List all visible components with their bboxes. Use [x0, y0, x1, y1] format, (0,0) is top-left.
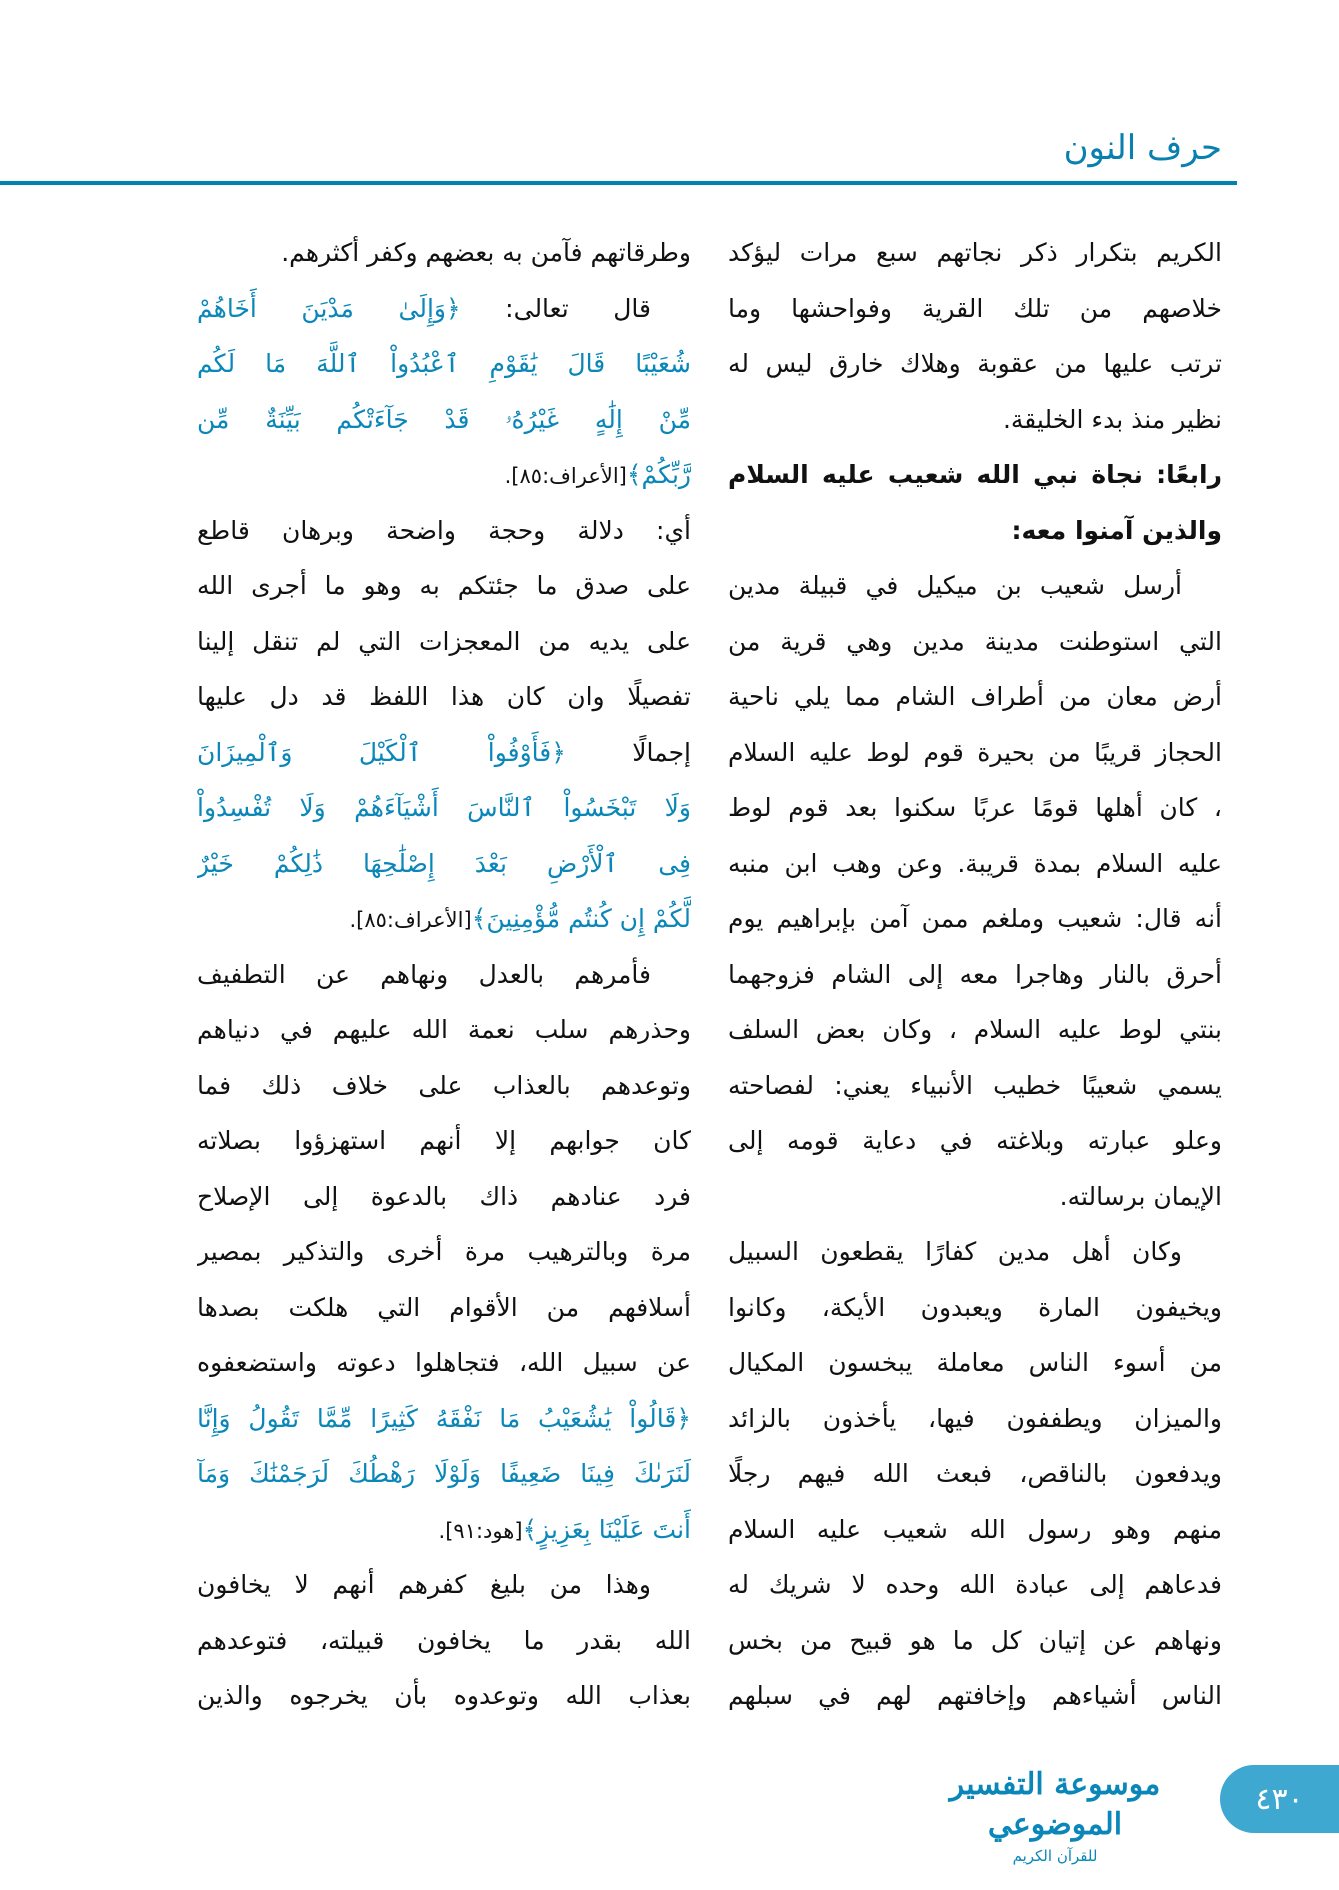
body-text: أحرق بالنار وهاجرا معه إلى الشام فزوجهما [728, 959, 1222, 989]
text-line [197, 1224, 691, 1280]
body-text: فدعاهم إلى عبادة الله وحده لا شريك له [728, 1570, 1222, 1599]
text-line [197, 1502, 691, 1558]
body-text: قال تعالى: [460, 293, 651, 323]
body-text: فرد عنادهم ذاك بالدعوة إلى الإصلاح [197, 1181, 691, 1211]
quran-verse-text: مِّنْ إِلَٰهٍ غَيْرُهُۥ قَدْ جَآءَتْكُم بَيِّنَةٌ مِّن [197, 404, 691, 434]
text-line [728, 947, 1222, 1003]
text-line [197, 1446, 691, 1502]
text-line [728, 447, 1222, 503]
text-line [728, 725, 1222, 781]
chapter-title: حرف النون [1063, 128, 1222, 168]
text-line [197, 1613, 691, 1669]
body-text: ، كان أهلها قومًا عربًا سكنوا بعد قوم لوط [728, 793, 1222, 822]
body-text: على صدق ما جئتكم به وهو ما أجرى الله [197, 571, 691, 600]
text-line [728, 1058, 1222, 1114]
body-text: الكريم بتكرار ذكر نجاتهم سبع مرات ليؤكد [728, 238, 1222, 267]
verse-reference: [الأعراف:٨٥]. [349, 908, 472, 932]
quran-verse-text: رَّبِّكُمْ﴾ [626, 460, 691, 489]
body-text: منهم وهو رسول الله شعيب عليه السلام [728, 1514, 1222, 1544]
text-line [197, 1391, 691, 1447]
body-text: مرة وبالترهيب مرة أخرى والتذكير بمصير [197, 1237, 691, 1266]
text-line [197, 1002, 691, 1058]
body-text: تفصيلًا وان كان هذا اللفظ قد دل عليها [197, 682, 691, 711]
text-line [197, 780, 691, 836]
body-text: الله بقدر ما يخافون قبيلته، فتوعدهم [197, 1625, 691, 1655]
right-text-column [728, 225, 1222, 1724]
text-line [728, 1224, 1222, 1280]
text-line [728, 281, 1222, 337]
body-text: على يديه من المعجزات التي لم تنقل إلينا [197, 626, 691, 656]
body-text: ونهاهم عن إتيان كل ما هو قبيح من بخس [728, 1625, 1222, 1655]
body-text: عليه السلام بمدة قريبة. وعن وهب ابن منبه [728, 848, 1222, 878]
text-line [728, 1002, 1222, 1058]
encyclopedia-logo [930, 1765, 1180, 1867]
body-text: عن سبيل الله، فتجاهلوا دعوته واستضعفوه [197, 1348, 691, 1377]
body-text: وهذا من بليغ كفرهم أنهم لا يخافون [197, 1570, 651, 1599]
body-text: ترتب عليها من عقوبة وهلاك خارق ليس له [728, 349, 1222, 378]
text-line [728, 225, 1222, 281]
body-text: أي: دلالة وحجة واضحة وبرهان قاطع [197, 515, 691, 545]
body-text: من أسوء الناس معاملة يبخسون المكيال [728, 1348, 1222, 1377]
text-line [197, 281, 691, 337]
text-line [728, 1335, 1222, 1391]
text-line [728, 891, 1222, 947]
text-line [197, 558, 691, 614]
body-text: وطرقاتهم فآمن به بعضهم وكفر أكثرهم. [281, 238, 691, 267]
body-text: رابعًا: نجاة نبي الله شعيب عليه السلام [728, 460, 1222, 489]
body-text: خلاصهم من تلك القرية وفواحشها وما [728, 293, 1222, 323]
logo-main-text: موسوعة التفسير الموضوعي [949, 1767, 1161, 1842]
text-line [728, 1613, 1222, 1669]
text-line [197, 1335, 691, 1391]
body-text: يسمي شعيبًا خطيب الأنبياء يعني: لفصاحته [728, 1070, 1222, 1100]
body-text: الناس أشياءهم وإخافتهم لهم في سبلهم [728, 1681, 1222, 1710]
text-line [728, 1280, 1222, 1336]
text-line [728, 1502, 1222, 1558]
body-text: وكان أهل مدين كفارًا يقطعون السبيل [728, 1237, 1182, 1266]
quran-verse-text: ﴿قَالُواْ يَٰشُعَيْبُ مَا نَفْقَهُ كَثِيرًا مِّمَّا تَقُولُ وَإِنَّا [197, 1403, 691, 1433]
page-number: ٤٣٠ [1255, 1781, 1304, 1817]
text-line [197, 1058, 691, 1114]
body-text: وتوعدهم بالعذاب على خلاف ذلك فما [197, 1070, 691, 1100]
body-text: وحذرهم سلب نعمة الله عليهم في دنياهم [197, 1015, 691, 1044]
body-text: والميزان ويطففون فيها، يأخذون بالزائد [728, 1403, 1222, 1433]
text-line [197, 1668, 691, 1724]
text-line [197, 1557, 691, 1613]
body-text: بعذاب الله وتوعدوه بأن يخرجوه والذين [197, 1681, 691, 1710]
text-line [197, 447, 691, 503]
text-line [197, 392, 691, 448]
text-line [197, 1169, 691, 1225]
header-divider [0, 181, 1237, 185]
text-line [728, 1668, 1222, 1724]
text-line [197, 947, 691, 1003]
text-line [197, 725, 691, 781]
body-text: أنه قال: شعيب وملغم ممن آمن بإبراهيم يوم [728, 904, 1222, 933]
text-line [728, 614, 1222, 670]
text-line [728, 336, 1222, 392]
text-line [197, 1280, 691, 1336]
quran-verse-text: ﴿فَأَوْفُواْ ٱلْكَيْلَ وَٱلْمِيزَانَ [197, 737, 566, 767]
body-text: ويدفعون بالناقص، فبعث الله فيهم رجلًا [728, 1459, 1222, 1488]
text-line [728, 1391, 1222, 1447]
text-line [197, 891, 691, 947]
logo-sub-text: للقرآن الكريم [1012, 1847, 1098, 1865]
quran-verse-text: شُعَيْبًا قَالَ يَٰقَوْمِ ٱعْبُدُواْ ٱللَّهَ مَا لَكُم [197, 349, 691, 378]
text-line [728, 1446, 1222, 1502]
text-line [728, 669, 1222, 725]
text-line [728, 836, 1222, 892]
verse-reference: [هود:٩١]. [438, 1518, 523, 1543]
text-line [728, 1113, 1222, 1169]
quran-verse-text: أَنتَ عَلَيْنَا بِعَزِيزٍ﴾ [522, 1514, 691, 1544]
body-text: التي استوطنت مدينة مدين وهي قرية من [728, 626, 1222, 656]
text-line [728, 392, 1222, 448]
text-line [728, 780, 1222, 836]
verse-reference: [الأعراف:٨٥]. [504, 464, 627, 488]
body-text: فأمرهم بالعدل ونهاهم عن التطفيف [197, 959, 651, 989]
body-text: إجمالًا [565, 737, 691, 767]
text-line [197, 336, 691, 392]
body-text: نظير منذ بدء الخليقة. [1002, 404, 1222, 434]
body-text: كان جوابهم إلا أنهم استهزؤوا بصلاته [197, 1126, 691, 1155]
quran-verse-text: فِى ٱلْأَرْضِ بَعْدَ إِصْلَٰحِهَا ذَٰلِكُمْ خَيْرٌ [197, 848, 691, 878]
text-line [728, 1557, 1222, 1613]
body-text: أسلافهم من الأقوام التي هلكت بصدها [197, 1292, 691, 1322]
text-line [197, 836, 691, 892]
text-line [197, 1113, 691, 1169]
page-number-badge [1220, 1765, 1339, 1833]
text-line [197, 225, 691, 281]
body-text: أرض معان من أطراف الشام مما يلي ناحية [728, 682, 1222, 711]
body-text: ويخيفون المارة ويعبدون الأيكة، وكانوا [728, 1292, 1222, 1322]
body-text: بنتي لوط عليه السلام ، وكان بعض السلف [728, 1015, 1222, 1044]
body-text: وعلو عبارته وبلاغته في دعاية قومه إلى [728, 1126, 1222, 1155]
text-line [728, 503, 1222, 559]
text-line [728, 558, 1222, 614]
text-line [197, 669, 691, 725]
quran-verse-text: وَلَا تَبْخَسُواْ ٱلنَّاسَ أَشْيَآءَهُمْ وَلَا تُفْسِدُواْ [197, 793, 691, 822]
quran-verse-text: لَّكُمْ إِن كُنتُم مُّؤْمِنِينَ﴾ [471, 904, 691, 933]
text-line [197, 614, 691, 670]
left-text-column [197, 225, 691, 1724]
body-text: الإيمان برسالته. [1059, 1181, 1222, 1211]
body-text: والذين آمنوا معه: [1011, 515, 1222, 545]
body-text: الحجاز قريبًا من بحيرة قوم لوط عليه السلام [728, 737, 1222, 767]
quran-verse-text: ﴿وَإِلَىٰ مَدْيَنَ أَخَاهُمْ [197, 293, 461, 323]
quran-verse-text: لَنَرَىٰكَ فِينَا ضَعِيفًا وَلَوْلَا رَهْطُكَ لَرَجَمْنَٰكَ وَمَآ [197, 1459, 691, 1488]
text-line [197, 503, 691, 559]
text-line [728, 1169, 1222, 1225]
body-text: أرسل شعيب بن ميكيل في قبيلة مدين [728, 571, 1182, 600]
